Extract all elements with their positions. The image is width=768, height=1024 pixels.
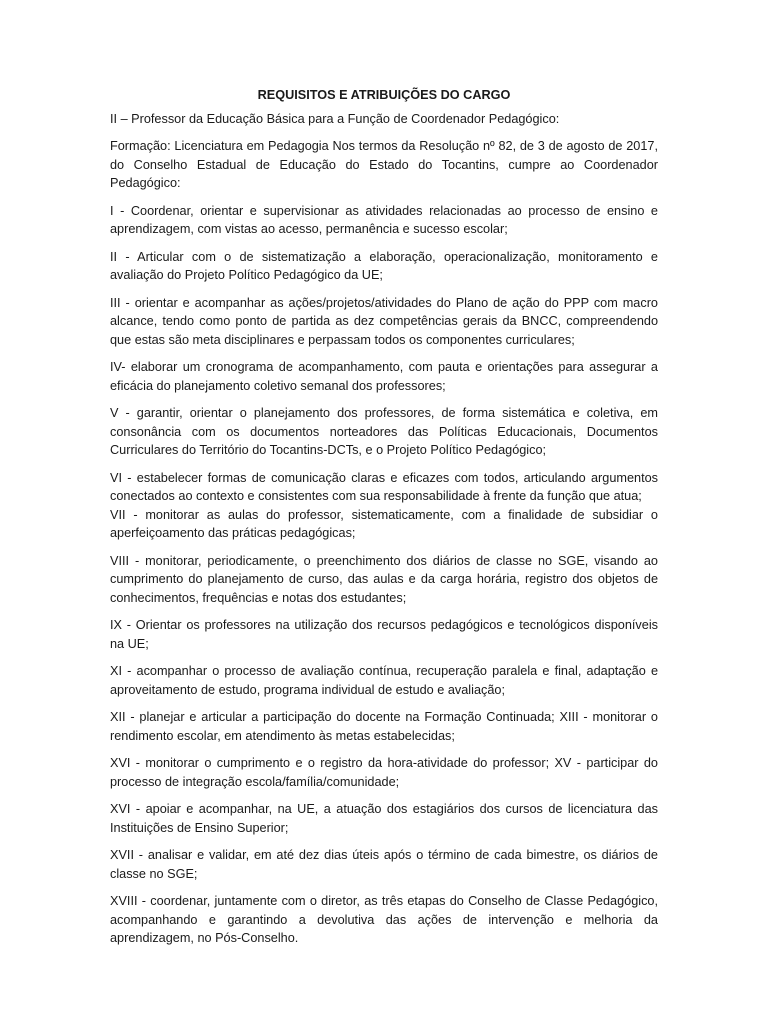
document-page <box>110 86 658 957</box>
paragraph-item-v: V - garantir, orientar o planejamento dos professores, de forma sistemática e coletiva, em consonância com os documentos norteadores das Políticas Educacionais, Documentos Curriculares do Território do Tocantins-DCTs, e o Projeto Político Pedagógico; <box>110 406 658 457</box>
paragraph-formation: Formação: Licenciatura em Pedagogia Nos termos da Resolução nº 82, de 3 de agosto de 2017, do Conselho Estadual de Educação do Estado do Tocantins, cumpre ao Coordenador Pedagógico: <box>110 139 658 190</box>
paragraph-item-iv: IV- elaborar um cronograma de acompanhamento, com pauta e orientações para assegurar a eficácia do planejamento coletivo semanal dos professores; <box>110 360 658 393</box>
paragraph-item-vi: VI - estabelecer formas de comunicação claras e eficazes com todos, articulando argumentos conectados ao contexto e consistentes com sua responsabilidade à frente da função que atua; <box>110 470 658 503</box>
paragraph-item-vii: VII - monitorar as aulas do professor, sistematicamente, com a finalidade de subsidiar o aperfeiçoamento das práticas pedagógicas; <box>110 507 658 540</box>
paragraph-item-xvii: XVII - analisar e validar, em até dez dias úteis após o término de cada bimestre, os diários de classe no SGE; <box>110 848 658 881</box>
paragraph-position: II – Professor da Educação Básica para a Função de Coordenador Pedagógico: <box>110 111 560 126</box>
paragraph-item-xi: XI - acompanhar o processo de avaliação contínua, recuperação paralela e final, adaptação e aproveitamento de estudo, programa individual de estudo e avaliação; <box>110 664 658 697</box>
paragraph-item-i: I - Coordenar, orientar e supervisionar as atividades relacionadas ao processo de ensino e aprendizagem, com vistas ao acesso, permanência e sucesso escolar; <box>110 203 658 236</box>
paragraph-item-iii: III - orientar e acompanhar as ações/projetos/atividades do Plano de ação do PPP com macro alcance, tendo como ponto de partida as dez competências gerais da BNCC, compreendendo que estas são meta disciplinares e perpassam todos os componentes curriculares; <box>110 295 658 347</box>
paragraph-item-ix: IX - Orientar os professores na utilização dos recursos pedagógicos e tecnológicos disponíveis na UE; <box>110 618 658 651</box>
paragraph-item-ii: II - Articular com o de sistematização a elaboração, operacionalização, monitoramento e avaliação do Projeto Político Pedagógico da UE; <box>110 249 658 282</box>
paragraph-item-viii: VIII - monitorar, periodicamente, o preenchimento dos diários de classe no SGE, visando ao cumprimento do planejamento de curso, das aulas e da carga horária, registro dos objetos de conhecimentos, frequências e notas dos estudantes; <box>110 553 658 605</box>
paragraph-item-xvi-xv: XVI - monitorar o cumprimento e o registro da hora-atividade do professor; XV - participar do processo de integração escola/família/comunidade; <box>110 756 658 789</box>
paragraph-item-xvi-b: XVI - apoiar e acompanhar, na UE, a atuação dos estagiários dos cursos de licenciatura das Instituições de Ensino Superior; <box>110 802 658 835</box>
document-title: REQUISITOS E ATRIBUIÇÕES DO CARGO <box>257 88 511 102</box>
paragraph-item-xviii: XVIII - coordenar, juntamente com o diretor, as três etapas do Conselho de Classe Pedagógico, acompanhando e garantindo a devolutiva das ações de intervenção e melhoria da aprendizagem, no Pós-Conselho. <box>110 894 658 945</box>
paragraph-item-xii-xiii: XII - planejar e articular a participação do docente na Formação Continuada; XIII - monitorar o rendimento escolar, em atendimento às metas estabelecidas; <box>110 710 658 743</box>
